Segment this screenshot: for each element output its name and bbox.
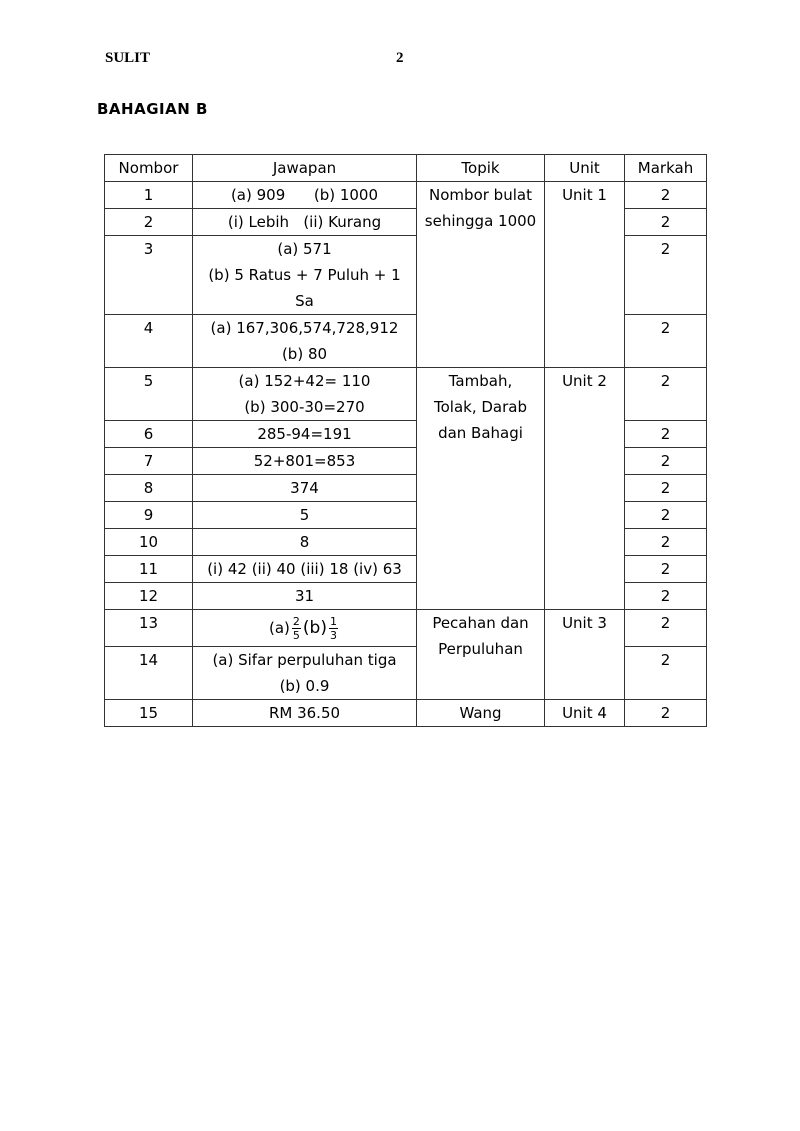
fraction-a-numerator: 2	[292, 614, 300, 628]
row-number: 11	[105, 556, 193, 583]
topic-line: Tambah,	[448, 372, 513, 390]
row-number: 5	[105, 368, 193, 421]
header-nombor: Nombor	[105, 155, 193, 182]
topic-cell	[417, 368, 545, 610]
answer-line: (a) 167,306,574,728,912	[210, 319, 399, 337]
row-number: 1	[105, 182, 193, 209]
row-number: 6	[105, 421, 193, 448]
table-row	[105, 182, 707, 209]
topic-cell: Wang	[417, 700, 545, 727]
answer-line: (i) Lebih (ii) Kurang	[227, 213, 382, 231]
row-number: 10	[105, 529, 193, 556]
section-title: BAHAGIAN B	[97, 100, 208, 118]
unit-cell: Unit 3	[545, 610, 625, 700]
row-number: 14	[105, 647, 193, 700]
topic-line: Tolak, Darab	[434, 398, 527, 416]
header-markah: Markah	[625, 155, 707, 182]
topic-line: dan Bahagi	[438, 424, 523, 442]
answer-cell: 8	[193, 529, 417, 556]
answer-cell	[193, 610, 417, 647]
mark-cell: 2	[625, 421, 707, 448]
row-number: 2	[105, 209, 193, 236]
row-number: 13	[105, 610, 193, 647]
mark-cell: 2	[625, 182, 707, 209]
answer-cell: 31	[193, 583, 417, 610]
fraction-a	[292, 615, 301, 642]
row-number: 7	[105, 448, 193, 475]
unit-cell: Unit 4	[545, 700, 625, 727]
table-header-row	[105, 155, 707, 182]
mark-cell: 2	[625, 529, 707, 556]
mark-cell: 2	[625, 236, 707, 315]
topic-cell	[417, 182, 545, 368]
answer-line: (b) 0.9	[279, 677, 330, 695]
mark-cell: 2	[625, 700, 707, 727]
mark-cell: 2	[625, 610, 707, 647]
mark-cell: 2	[625, 475, 707, 502]
fraction-label-b: (b)	[302, 618, 327, 638]
row-number: 9	[105, 502, 193, 529]
header-jawapan: Jawapan	[193, 155, 417, 182]
answer-line: (b) 300-30=270	[244, 398, 365, 416]
table-row	[105, 700, 707, 727]
table-row	[105, 610, 707, 647]
mark-cell: 2	[625, 315, 707, 368]
fraction-b-denominator: 3	[329, 628, 337, 642]
table-row	[105, 368, 707, 421]
answer-cell	[193, 182, 417, 209]
answer-cell	[193, 315, 417, 368]
row-number: 12	[105, 583, 193, 610]
fraction-b	[329, 615, 338, 642]
mark-cell: 2	[625, 647, 707, 700]
mark-cell: 2	[625, 502, 707, 529]
answer-cell	[193, 209, 417, 236]
answer-cell: 5	[193, 502, 417, 529]
answer-cell: RM 36.50	[193, 700, 417, 727]
answer-table	[104, 154, 707, 727]
fraction-a-denominator: 5	[292, 628, 300, 642]
header-topik: Topik	[417, 155, 545, 182]
answer-cell: 374	[193, 475, 417, 502]
unit-cell: Unit 2	[545, 368, 625, 610]
answer-line: (a) 152+42= 110	[238, 372, 371, 390]
row-number: 15	[105, 700, 193, 727]
topic-line: Perpuluhan	[438, 640, 523, 658]
topic-line: Nombor bulat	[429, 186, 532, 204]
row-number: 8	[105, 475, 193, 502]
topic-line: Pecahan dan	[432, 614, 529, 632]
answer-line: Sa	[295, 292, 314, 310]
fraction-b-numerator: 1	[329, 614, 337, 628]
mark-cell: 2	[625, 209, 707, 236]
fraction-label-a: (a)	[269, 619, 290, 637]
answer-line: (a) 909 (b) 1000	[230, 186, 379, 204]
row-number: 3	[105, 236, 193, 315]
row-number: 4	[105, 315, 193, 368]
topic-line: sehingga 1000	[424, 212, 537, 230]
header-unit: Unit	[545, 155, 625, 182]
answer-cell: 285-94=191	[193, 421, 417, 448]
answer-line: (b) 5 Ratus + 7 Puluh + 1	[208, 266, 401, 284]
answer-cell	[193, 368, 417, 421]
mark-cell: 2	[625, 556, 707, 583]
answer-cell	[193, 236, 417, 315]
answer-line: (a) 571	[277, 240, 332, 258]
unit-cell: Unit 1	[545, 182, 625, 368]
answer-line: (a) Sifar perpuluhan tiga	[212, 651, 397, 669]
mark-cell: 2	[625, 583, 707, 610]
answer-cell	[193, 647, 417, 700]
mark-cell: 2	[625, 368, 707, 421]
answer-cell: (i) 42 (ii) 40 (iii) 18 (iv) 63	[193, 556, 417, 583]
answer-cell: 52+801=853	[193, 448, 417, 475]
document-label: SULIT	[105, 50, 151, 66]
topic-cell	[417, 610, 545, 700]
answer-line: (b) 80	[281, 345, 328, 363]
page-number: 2	[396, 50, 404, 66]
mark-cell: 2	[625, 448, 707, 475]
